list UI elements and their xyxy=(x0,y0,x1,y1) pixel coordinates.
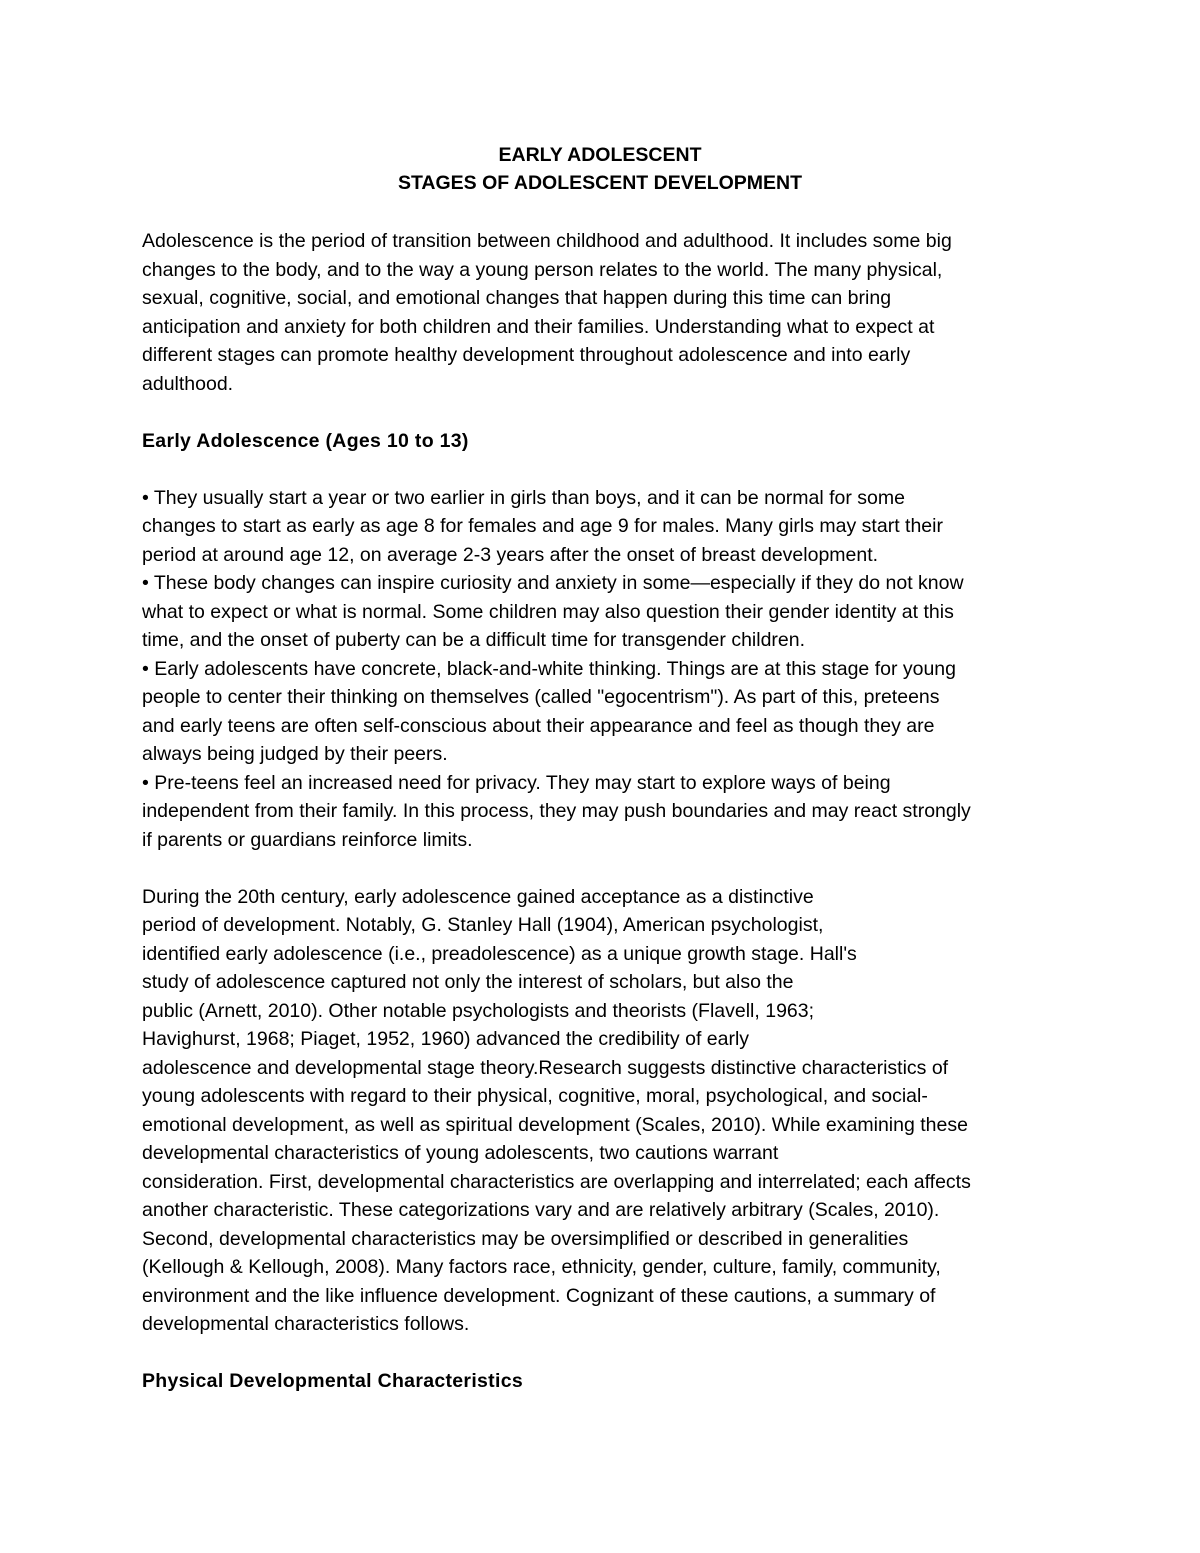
bullet-line: what to expect or what is normal. Some children may also question their gender identity at this xyxy=(142,600,954,623)
paragraph-line: (Kellough & Kellough, 2008). Many factors race, ethnicity, gender, culture, family, community, xyxy=(142,1256,941,1278)
section-heading-early-adolescence: Early Adolescence (Ages 10 to 13) xyxy=(142,429,469,452)
paragraph-line: study of adolescence captured not only the interest of scholars, but also the xyxy=(142,971,794,993)
paragraph-line: Second, developmental characteristics may be oversimplified or described in generalities xyxy=(142,1227,909,1250)
bullet-list xyxy=(142,484,1082,855)
paragraph-line: young adolescents with regard to their physical, cognitive, moral, psychological, and social- xyxy=(142,1085,928,1107)
paragraph-line: period of development. Notably, G. Stanley Hall (1904), American psychologist, xyxy=(142,914,824,936)
bullet-line: people to center their thinking on themselves (called "egocentrism"). As part of this, preteens xyxy=(142,686,940,708)
bullet-line: if parents or guardians reinforce limits. xyxy=(142,828,473,851)
spacer xyxy=(142,1339,1082,1368)
paragraph-line: adulthood. xyxy=(142,372,234,395)
intro-paragraph xyxy=(142,227,1082,398)
bullet-line: • They usually start a year or two earlier in girls than boys, and it can be normal for some xyxy=(142,486,905,509)
title-line-2: STAGES OF ADOLESCENT DEVELOPMENT xyxy=(397,172,803,194)
paragraph-line: another characteristic. These categorizations vary and are relatively arbitrary (Scales, 2010). xyxy=(142,1199,940,1221)
paragraph-line: developmental characteristics of young adolescents, two cautions warrant xyxy=(142,1142,779,1164)
bullet-line: • Pre-teens feel an increased need for privacy. They may start to explore ways of being xyxy=(142,771,891,794)
paragraph-line: different stages can promote healthy development throughout adolescence and into early xyxy=(142,344,911,366)
bullet-line: • Early adolescents have concrete, black-and-white thinking. Things are at this stage for young xyxy=(142,657,957,680)
paragraph-line: public (Arnett, 2010). Other notable psychologists and theorists (Flavell, 1963; xyxy=(142,999,815,1022)
bullet-line: and early teens are often self-conscious about their appearance and feel as though they are xyxy=(142,714,935,737)
document-body xyxy=(142,227,1082,1396)
paragraph-line: consideration. First, developmental characteristics are overlapping and interrelated; each affects xyxy=(142,1170,971,1193)
history-paragraph xyxy=(142,883,1082,1339)
bullet-line: independent from their family. In this process, they may push boundaries and may react strongly xyxy=(142,800,971,822)
paragraph-line: environment and the like influence development. Cognizant of these cautions, a summary of xyxy=(142,1284,936,1307)
bullet-line: • These body changes can inspire curiosity and anxiety in some—especially if they do not know xyxy=(142,572,964,594)
paragraph-line: adolescence and developmental stage theory.Research suggests distinctive characteristics of xyxy=(142,1056,949,1079)
title-line-1: EARLY ADOLESCENT xyxy=(498,144,702,166)
paragraph-line: identified early adolescence (i.e., preadolescence) as a unique growth stage. Hall's xyxy=(142,942,857,965)
paragraph-line: changes to the body, and to the way a young person relates to the world. The many physical, xyxy=(142,258,943,281)
section-heading-physical-development: Physical Developmental Characteristics xyxy=(142,1370,523,1392)
document-title xyxy=(0,141,1200,197)
paragraph-line: developmental characteristics follows. xyxy=(142,1313,470,1335)
paragraph-line: sexual, cognitive, social, and emotional changes that happen during this time can bring xyxy=(142,287,892,309)
bullet-line: changes to start as early as age 8 for females and age 9 for males. Many girls may start their xyxy=(142,515,943,537)
paragraph-line: Havighurst, 1968; Piaget, 1952, 1960) advanced the credibility of early xyxy=(142,1028,750,1050)
paragraph-line: emotional development, as well as spiritual development (Scales, 2010). While examining these xyxy=(142,1113,968,1136)
bullet-line: period at around age 12, on average 2-3 years after the onset of breast development. xyxy=(142,543,879,566)
bullet-line: always being judged by their peers. xyxy=(142,743,448,765)
spacer xyxy=(142,854,1082,883)
paragraph-line: anticipation and anxiety for both children and their families. Understanding what to expect at xyxy=(142,315,935,338)
bullet-line: time, and the onset of puberty can be a difficult time for transgender children. xyxy=(142,629,806,651)
paragraph-line: During the 20th century, early adolescence gained acceptance as a distinctive xyxy=(142,885,814,908)
spacer xyxy=(142,455,1082,484)
spacer xyxy=(142,398,1082,427)
paragraph-line: Adolescence is the period of transition between childhood and adulthood. It includes some big xyxy=(142,230,952,252)
